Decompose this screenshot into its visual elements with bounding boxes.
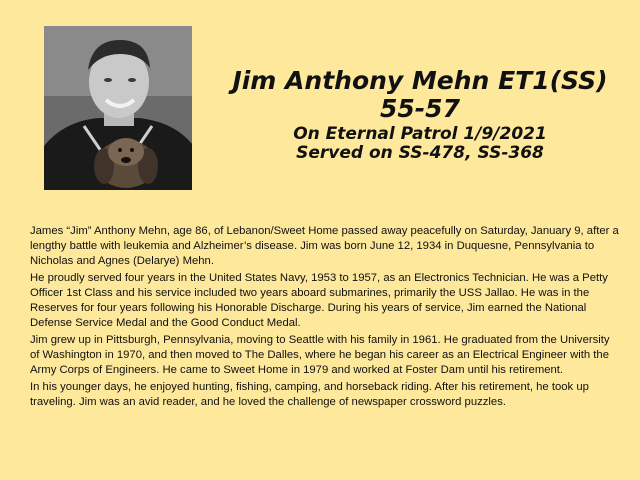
bio-paragraph: Jim grew up in Pittsburgh, Pennsylvania, moving to Seattle with his family in 1961. He graduated from the University of Washington in 1970, and then moved to The Dalles, where he began his career as an Electrical Engineer with the Army Corps of Engineers. He came to Sweet Home in 1979 and worked at Foster Dam until his retirement. [30, 334, 610, 376]
bio-paragraph: In his younger days, he enjoyed hunting, fishing, camping, and horseback riding. After his retirement, he took up traveling. Jim was an avid reader, and he loved the challenge of newspaper crossword puzzles. [30, 381, 589, 408]
eternal-patrol-date: On Eternal Patrol 1/9/2021 [293, 124, 547, 144]
sailor-name: Jim Anthony Mehn ET1(SS) [232, 66, 608, 95]
boats-served: Served on SS-478, SS-368 [296, 143, 544, 163]
biography [30, 224, 620, 412]
bio-paragraph: He proudly served four years in the United States Navy, 1953 to 1957, as an Electronics Technician. He was a Petty Officer 1st Class and his service included two years aboard submarines, primarily the USS Jallao. He was in the Reserves for four years following his Honorable Discharge. During his years of service, Jim earned the National Defense Service Medal and the Good Conduct Medal. [30, 272, 608, 329]
portrait-photo [44, 26, 192, 190]
memorial-header [210, 66, 630, 163]
bio-paragraph: James “Jim” Anthony Mehn, age 86, of Lebanon/Sweet Home passed away peacefully on Saturday, January 9, after a lengthy battle with leukemia and Alzheimer’s disease. Jim was born June 12, 1934 in Duquesne, Pennsylvania to Nicholas and Agnes (Delarye) Mehn. [30, 225, 619, 267]
service-years: 55-57 [380, 94, 460, 123]
portrait-photo-icon [44, 26, 192, 190]
